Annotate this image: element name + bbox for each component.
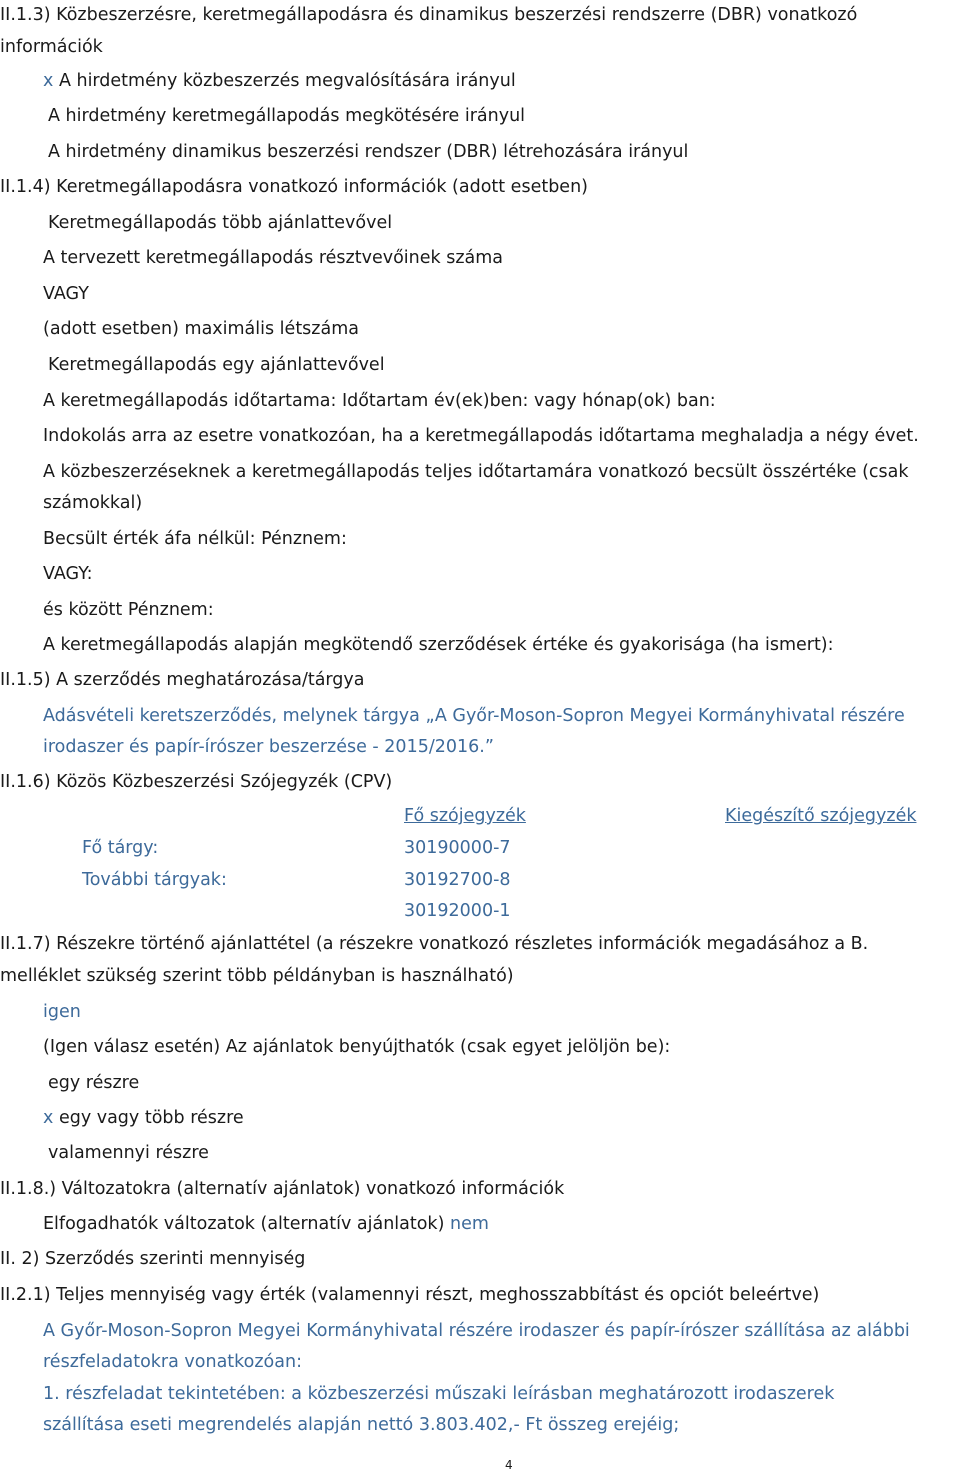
section-heading-ii-1-7: II.1.7) Részekre történő ajánlattétel (a részekre vonatkozó részletes információk megadásához a B.	[0, 934, 869, 954]
variants-value: nem	[449, 1214, 489, 1234]
contracts-value: A keretmegállapodás alapján megkötendő szerződések értéke és gyakorisága (ha ismert):	[43, 635, 834, 655]
section-heading-ii-1-5: II.1.5) A szerződés meghatározása/tárgya	[0, 670, 365, 690]
framework-total: A közbeszerzéseknek a keretmegállapodás teljes időtartamára vonatkozó becsült összértéke (csak	[43, 462, 909, 482]
checked-mark: x	[43, 1108, 54, 1128]
cpv-more-code-2: 30192000-1	[404, 901, 511, 921]
section-heading-ii-2: II. 2) Szerződés szerinti mennyiség	[0, 1249, 306, 1269]
cpv-main-label: Fő tárgy:	[82, 838, 159, 858]
lots-option-one: egy részre	[48, 1073, 140, 1093]
option-dbr: A hirdetmény dinamikus beszerzési rendszer (DBR) létrehozására irányul	[48, 142, 689, 162]
cpv-more-code-1: 30192700-8	[404, 870, 511, 890]
framework-participants: A tervezett keretmegállapodás résztvevőinek száma	[43, 248, 503, 268]
range-value: és között Pénznem:	[43, 600, 214, 620]
cpv-more-label: További tárgyak:	[82, 870, 227, 890]
cpv-main-header: Fő szójegyzék	[404, 806, 526, 826]
variants-label: Elfogadhatók változatok (alternatív ajánlatok)	[43, 1214, 445, 1234]
framework-multi: Keretmegállapodás több ajánlattevővel	[48, 213, 393, 233]
lots-answer: igen	[43, 1002, 81, 1022]
lot-1-text-cont: szállítása eseti megrendelés alapján nettó 3.803.402,- Ft összeg erejéig;	[43, 1415, 680, 1435]
framework-max: (adott esetben) maximális létszáma	[43, 319, 359, 339]
lots-option-all: valamennyi részre	[48, 1143, 209, 1163]
lots-question: (Igen válasz esetén) Az ajánlatok benyújthatók (csak egyet jelöljön be):	[43, 1037, 671, 1057]
framework-justification: Indokolás arra az esetre vonatkozóan, ha a keretmegállapodás időtartama meghaladja a négy évet.	[43, 426, 919, 446]
section-heading-ii-1-4: II.1.4) Keretmegállapodásra vonatkozó információk (adott esetben)	[0, 177, 588, 197]
cpv-main-code: 30190000-7	[404, 838, 511, 858]
contract-subject: Adásvételi keretszerződés, melynek tárgya „A Győr-Moson-Sopron Megyei Kormányhivatal részére	[43, 706, 905, 726]
lot-1-text: 1. részfeladat tekintetében: a közbeszerzési műszaki leírásban meghatározott irodaszerek	[43, 1384, 835, 1404]
section-heading-ii-1-3-cont: információk	[0, 37, 103, 57]
or-label: VAGY	[43, 284, 89, 304]
option-label: A hirdetmény közbeszerzés megvalósítására irányul	[58, 71, 516, 91]
option-framework: A hirdetmény keretmegállapodás megkötésére irányul	[48, 106, 526, 126]
section-heading-ii-2-1: II.2.1) Teljes mennyiség vagy érték (valamennyi részt, meghosszabbítást és opciót beleértve)	[0, 1285, 820, 1305]
cpv-supplementary-header: Kiegészítő szójegyzék	[725, 806, 917, 826]
page-number: 4	[505, 1458, 513, 1472]
or-label-2: VAGY:	[43, 564, 93, 584]
section-heading-ii-1-8: II.1.8.) Változatokra (alternatív ajánlatok) vonatkozó információk	[0, 1179, 565, 1199]
option-procurement	[43, 70, 516, 92]
quantity-text-cont: részfeladatokra vonatkozóan:	[43, 1352, 302, 1372]
section-heading-ii-1-7-cont: melléklet szükség szerint több példányban is használható)	[0, 966, 514, 986]
quantity-text: A Győr-Moson-Sopron Megyei Kormányhivatal részére irodaszer és papír-írószer szállítása az alábbi	[43, 1321, 910, 1341]
section-heading-ii-1-3: II.1.3) Közbeszerzésre, keretmegállapodásra és dinamikus beszerzési rendszerre (DBR) vonatkozó	[0, 5, 858, 25]
variants-row	[43, 1213, 489, 1235]
section-heading-ii-1-6: II.1.6) Közös Közbeszerzési Szójegyzék (CPV)	[0, 772, 393, 792]
framework-single: Keretmegállapodás egy ajánlattevővel	[48, 355, 385, 375]
option-label: egy vagy több részre	[58, 1108, 244, 1128]
framework-duration: A keretmegállapodás időtartama: Időtartam év(ek)ben: vagy hónap(ok) ban:	[43, 391, 716, 411]
lots-option-many	[43, 1107, 244, 1129]
framework-total-cont: számokkal)	[43, 493, 143, 513]
estimated-value: Becsült érték áfa nélkül: Pénznem:	[43, 529, 347, 549]
checked-mark: x	[43, 71, 54, 91]
contract-subject-cont: irodaszer és papír-írószer beszerzése - 2015/2016.”	[43, 737, 494, 757]
